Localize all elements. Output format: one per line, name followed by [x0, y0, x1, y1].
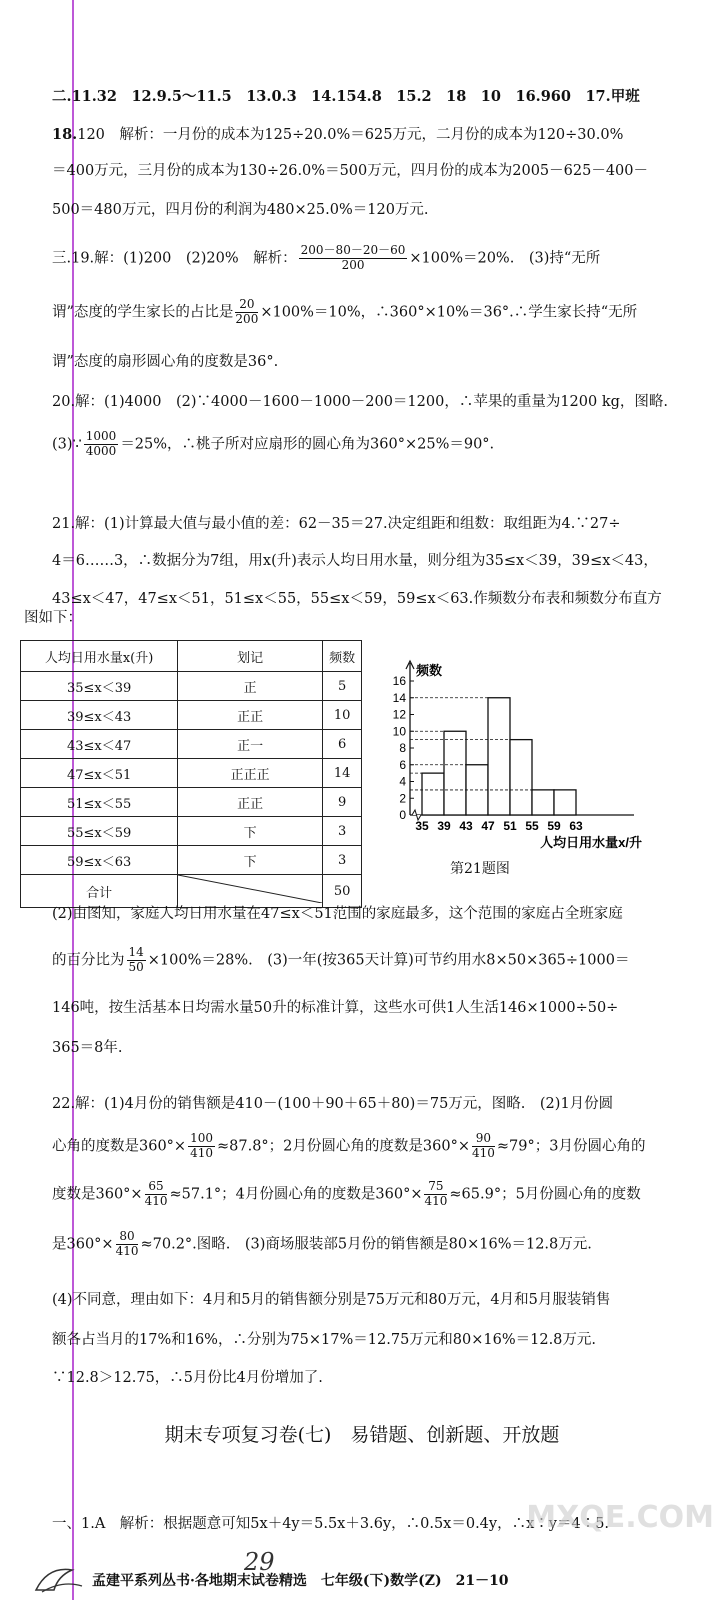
table-row: 47≤x＜51 正正正 14: [21, 759, 362, 788]
table-row: 35≤x＜39 正 5: [21, 672, 362, 701]
answer-line-19a: 三.19.解：(1)200 (2)20% 解析： $\frac{200-80-20-60}{200}$ ×100%＝20%. (3)持“无所: [52, 243, 601, 272]
table-total-row: 合计 50: [21, 875, 362, 908]
y-tick-label: 12: [392, 707, 406, 722]
answer-line-22b: 心角的度数是360°× $\frac{100}{410}$ ≈87.8°；2月份圆心角的度数是360°× $\frac{90}{410}$ ≈79°；3月份圆心角的: [52, 1131, 646, 1160]
answer-line-20b: (3)∵ $\frac{1000}{4000}$ ＝25%，∴桃子所对应扇形的圆心角为360°×25%＝90°.: [52, 429, 495, 458]
footer-text: 孟建平系列丛书·各地期末试卷精选 七年级(下)数学(Z) 21－10: [92, 1573, 509, 1589]
answer-line-22a: 22.解：(1)4月份的销售额是410－(100＋90＋65＋80)＝75万元，图略. (2)1月份圆: [52, 1096, 614, 1112]
answer-line-22f: 额各占当月的17%和16%，∴分别为75×17%＝12.75万元和80×16%＝12.8万元.: [52, 1332, 597, 1348]
y-tick-label: 6: [399, 757, 406, 772]
answer-line-22d: 是360°× $\frac{80}{410}$ ≈70.2°.图略. (3)商场服装部5月份的销售额是80×16%＝12.8万元.: [52, 1229, 592, 1258]
table-row: 59≤x＜63 下 3: [21, 846, 362, 875]
table-header: 频数: [323, 641, 362, 672]
x-tick-label: 35: [415, 819, 429, 833]
y-axis-label: 频数: [416, 663, 443, 678]
histogram-bar: [422, 773, 444, 815]
y-tick-label: 16: [392, 674, 406, 688]
fraction: $\frac{100}{410}$: [190, 1131, 213, 1160]
answer-line-18a: 18.120 解析：一月份的成本为125÷20.0%＝625万元，二月份的成本为120÷30.0%: [52, 126, 624, 143]
fraction: $\frac{90}{410}$: [471, 1131, 495, 1160]
y-tick-label: 2: [399, 791, 406, 806]
answer-line-21h: 365＝8年.: [52, 1040, 123, 1056]
answer-line-19b: 谓”态度的学生家长的占比是 $\frac{20}{200}$ ×100%＝10%，∴360°×10%＝36°.∴学生家长持“无所: [52, 297, 638, 326]
answer-line-22c: 度数是360°× $\frac{65}{410}$ ≈57.1°；4月份圆心角的度数是360°× $\frac{75}{410}$ ≈65.9°；5月份圆心角的度数: [52, 1179, 641, 1208]
fraction: $\frac{20}{200}$: [235, 297, 259, 326]
answer-line-18b: ＝400万元，三月份的成本为130÷26.0%＝500万元，四月份的成本为2005－625－400－: [52, 163, 648, 179]
x-tick-label: 39: [437, 819, 451, 833]
answer-line-21f: 的百分比为 $\frac{14}{50}$ ×100%＝28%. (3)一年(按365天计算)可节约用水8×50×365÷1000＝: [52, 945, 630, 974]
histogram-bar: [488, 698, 510, 815]
y-tick-label: 14: [392, 690, 406, 705]
y-tick-label: 10: [392, 724, 406, 739]
x-tick-label: 55: [525, 819, 539, 833]
handwritten-page-number: 29: [244, 1548, 275, 1576]
histogram-bar: [444, 731, 466, 815]
diagonal-slash: [178, 875, 322, 903]
histogram-bar: [532, 790, 554, 815]
chart-caption: 第21题图: [450, 861, 510, 877]
x-tick-label: 43: [459, 819, 473, 833]
fraction: $\frac{1000}{4000}$: [85, 429, 117, 458]
y-tick-label: 0: [399, 808, 406, 822]
answer-line-20a: 20.解：(1)4000 (2)∵4000－1600－1000－200＝1200，∴苹果的重量为1200 kg，图略.: [52, 394, 669, 410]
fraction: $\frac{75}{410}$: [424, 1179, 448, 1208]
histogram-chart: [372, 655, 662, 855]
x-tick-label: 51: [503, 819, 517, 833]
table-header: 划记: [178, 641, 323, 672]
table-row: 39≤x＜43 正正 10: [21, 701, 362, 730]
book-series-logo-icon: [28, 1562, 88, 1596]
table-row: 43≤x＜47 正一 6: [21, 730, 362, 759]
fraction: $\frac{65}{410}$: [144, 1179, 168, 1208]
footer: [0, 1548, 724, 1596]
histogram-bar: [554, 790, 576, 815]
x-tick-label: 47: [481, 819, 495, 833]
answer-line-next-1: 一、1.A 解析：根据题意可知5x＋4y＝5.5x＋3.6y，∴0.5x＝0.4y，∴x∶y＝4∶5.: [52, 1516, 610, 1532]
answer-line-21a: 21.解：(1)计算最大值与最小值的差：62－35＝27.决定组距和组数：取组距为4.∵27÷: [52, 516, 621, 532]
fraction: $\frac{80}{410}$: [115, 1229, 139, 1258]
answer-line-21c: 43≤x＜47，47≤x＜51，51≤x＜55，55≤x＜59，59≤x＜63.作频数分布表和频数分布直方: [52, 591, 662, 607]
fraction: $\frac{200-80-20-60}{200}$: [300, 243, 406, 272]
y-tick-label: 8: [399, 741, 406, 755]
answer-line-21b: 4＝6……3，∴数据分为7组，用x(升)表示人均日用水量，则分组为35≤x＜39，39≤x＜43，: [52, 553, 658, 569]
x-tick-label: 59: [547, 819, 561, 833]
y-tick-label: 4: [399, 774, 406, 789]
histogram-bar: [510, 740, 532, 815]
answer-line-21e: (2)由图知，家庭人均日用水量在47≤x＜51范围的家庭最多，这个范围的家庭占全班家庭: [52, 906, 623, 922]
answer-line-19c: 谓”态度的扇形圆心角的度数是36°.: [52, 354, 279, 370]
frequency-table: [20, 640, 362, 908]
answer-line-18c: 500＝480万元，四月份的利润为480×25.0%＝120万元.: [52, 202, 429, 218]
table-row: 55≤x＜59 下 3: [21, 817, 362, 846]
watermark: MXQE.COM: [526, 1500, 714, 1535]
answer-line-22e: (4)不同意，理由如下：4月和5月的销售额分别是75万元和80万元，4月和5月服装销售: [52, 1292, 611, 1308]
fraction: $\frac{14}{50}$: [128, 945, 144, 974]
table-row: 51≤x＜55 正正 9: [21, 788, 362, 817]
x-tick-label: 63: [569, 819, 583, 833]
x-axis-label: 人均日用水量x/升: [540, 835, 642, 850]
section-title: 期末专项复习卷(七) 易错题、创新题、开放题: [164, 1424, 560, 1446]
table-header: 人均日用水量x(升): [21, 641, 178, 672]
answer-line-22g: ∵12.8＞12.75，∴5月份比4月份增加了.: [52, 1370, 323, 1386]
answer-line-21d: 图如下：: [24, 610, 82, 626]
answer-line-21g: 146吨，按生活基本日均需水量50升的标准计算，这些水可供1人生活146×1000÷50÷: [52, 1000, 619, 1016]
answer-line-1: 二.11.32 12.9.5～11.5 13.0.3 14.154.8 15.2 18 10 16.960 17.甲班: [52, 88, 640, 105]
